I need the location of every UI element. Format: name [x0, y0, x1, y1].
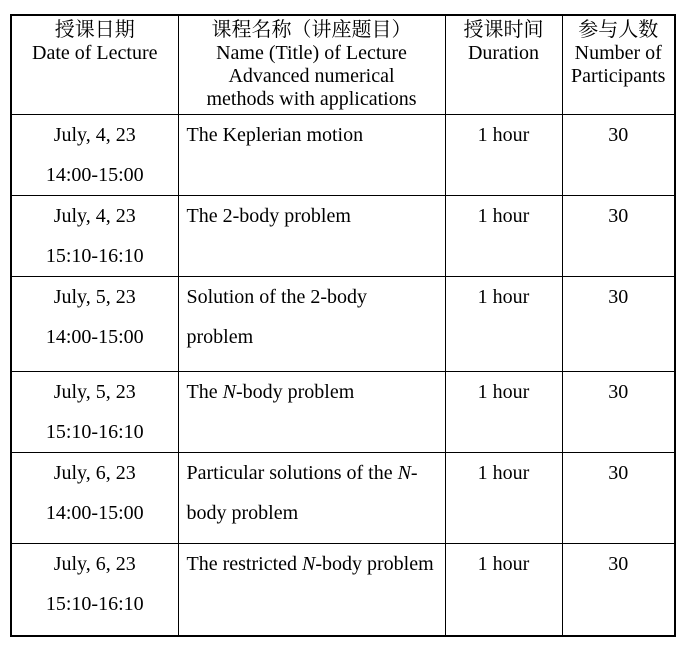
date-line2: 14:00-15:00 — [45, 501, 144, 524]
table-row — [11, 195, 675, 276]
participants-cell: 30 — [562, 114, 675, 195]
lecture-name-cell — [178, 543, 445, 636]
header-participants — [562, 15, 675, 114]
duration-cell: 1 hour — [445, 114, 562, 195]
duration-cell: 1 hour — [445, 371, 562, 452]
participants-cell: 30 — [562, 452, 675, 543]
table-row — [11, 452, 675, 543]
lecture-name-cell — [178, 371, 445, 452]
lecture-name-text: Solution of the 2-body problem — [186, 285, 368, 348]
lecture-name-text: The — [186, 380, 223, 403]
lecture-name-text: The Keplerian motion — [186, 123, 364, 146]
duration-cell: 1 hour — [445, 452, 562, 543]
date-cell — [11, 371, 178, 452]
header-participants-en-line1: Number of — [574, 42, 662, 64]
header-name-of-lecture — [178, 15, 445, 114]
header-duration — [445, 15, 562, 114]
date-line1: July, 6, 23 — [53, 552, 136, 575]
header-course-title-line2: methods with applications — [206, 88, 417, 110]
participants-cell: 30 — [562, 371, 675, 452]
lecture-name-italic: N — [302, 552, 316, 575]
date-line2: 15:10-16:10 — [45, 420, 144, 443]
lecture-name-text: Particular solutions of the — [186, 461, 398, 484]
table-row — [11, 114, 675, 195]
header-duration-zh: 授课时间 — [463, 19, 544, 41]
participants-cell: 30 — [562, 543, 675, 636]
lecture-name-text-post: -body problem — [315, 552, 434, 575]
date-cell — [11, 276, 178, 371]
duration-cell: 1 hour — [445, 276, 562, 371]
table-header-row — [11, 15, 675, 114]
header-date-zh: 授课日期 — [54, 19, 135, 41]
table-row — [11, 371, 675, 452]
lecture-name-text: The restricted — [186, 552, 302, 575]
header-participants-zh: 参与人数 — [578, 19, 659, 41]
header-date-en: Date of Lecture — [32, 42, 158, 64]
header-duration-en: Duration — [467, 42, 540, 64]
lecture-name-italic: N — [222, 380, 236, 403]
table-row — [11, 543, 675, 636]
lecture-name-cell — [178, 114, 445, 195]
date-cell — [11, 543, 178, 636]
table-row — [11, 276, 675, 371]
date-line1: July, 4, 23 — [53, 123, 136, 146]
lecture-name-italic: N — [397, 461, 411, 484]
date-line2: 15:10-16:10 — [45, 244, 144, 267]
header-participants-en-line2: Participants — [571, 65, 666, 87]
lecture-name-cell — [178, 452, 445, 543]
date-line1: July, 5, 23 — [53, 285, 136, 308]
header-course-title-line1: Advanced numerical — [228, 65, 395, 87]
duration-cell: 1 hour — [445, 195, 562, 276]
header-name-zh: 课程名称（讲座题目） — [211, 19, 412, 41]
lecture-name-text: The 2-body problem — [186, 204, 351, 227]
date-line2: 14:00-15:00 — [45, 325, 144, 348]
date-cell — [11, 114, 178, 195]
date-line2: 14:00-15:00 — [45, 163, 144, 186]
duration-cell: 1 hour — [445, 543, 562, 636]
header-name-en: Name (Title) of Lecture — [216, 42, 407, 64]
participants-cell: 30 — [562, 195, 675, 276]
date-cell — [11, 452, 178, 543]
lecture-name-text-post: -body problem — [186, 461, 418, 524]
header-date-of-lecture — [11, 15, 178, 114]
date-line1: July, 6, 23 — [53, 461, 136, 484]
date-cell — [11, 195, 178, 276]
lecture-name-text-post: -body problem — [235, 380, 355, 403]
date-line1: July, 5, 23 — [53, 380, 136, 403]
participants-cell: 30 — [562, 276, 675, 371]
lecture-name-cell — [178, 195, 445, 276]
date-line2: 15:10-16:10 — [45, 592, 144, 615]
lecture-schedule-table — [10, 14, 676, 637]
date-line1: July, 4, 23 — [53, 204, 136, 227]
lecture-name-cell — [178, 276, 445, 371]
